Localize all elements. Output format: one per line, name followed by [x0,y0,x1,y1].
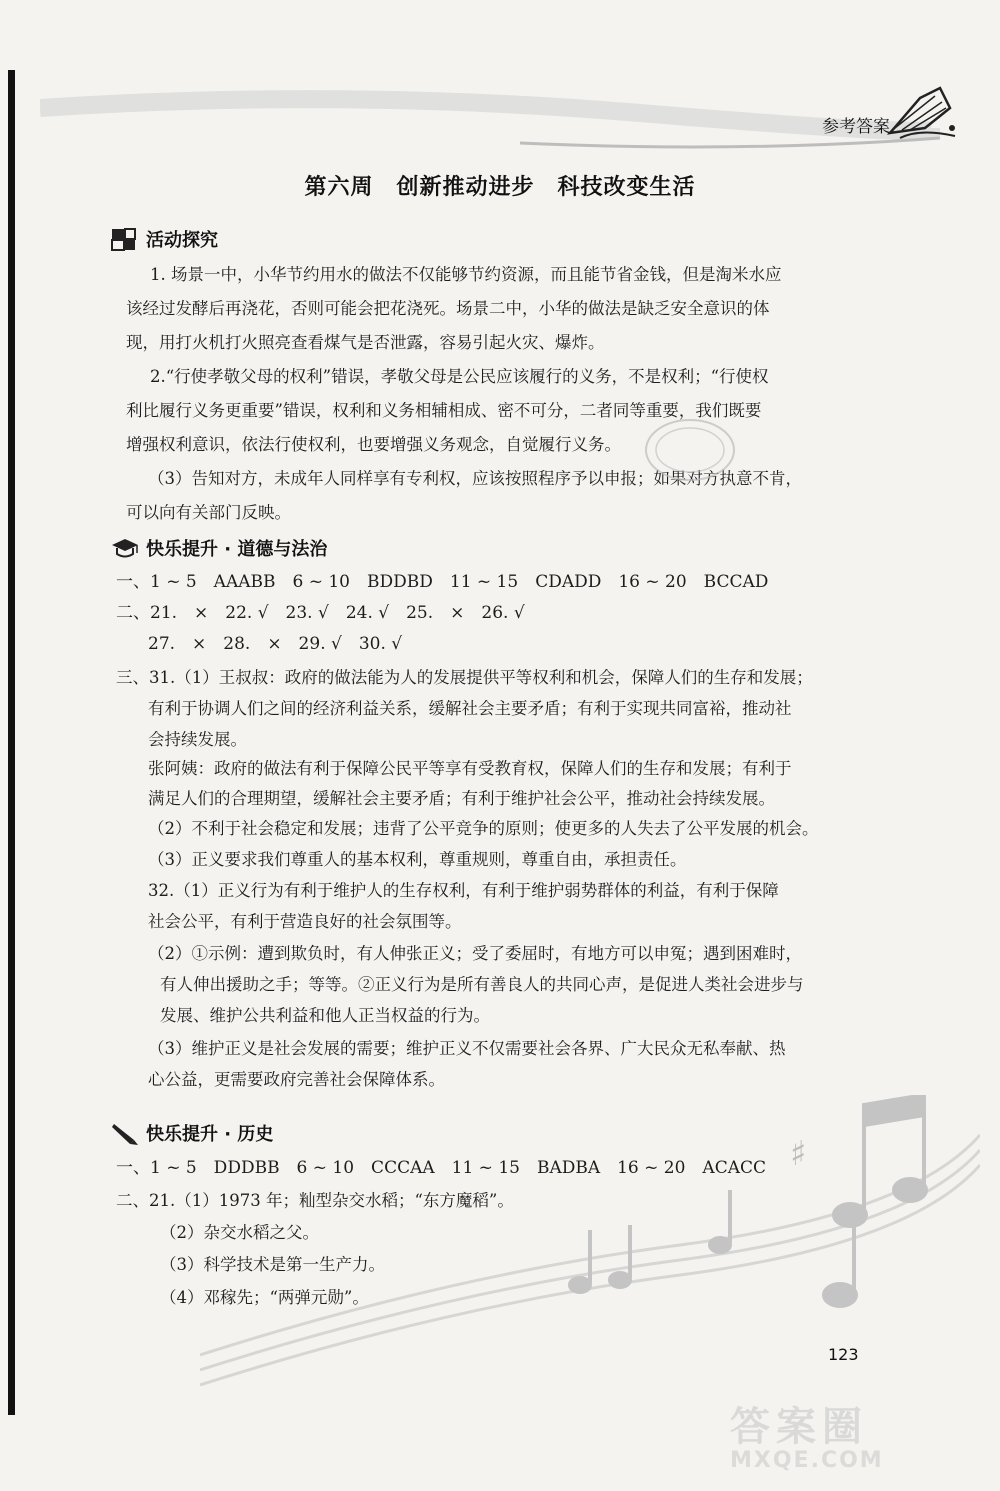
answer-line: 心公益，更需要政府完善社会保障体系。 [148,1070,445,1089]
faint-stamp-mark [640,410,740,490]
answer-line: 27. × 28. × 29. √ 30. √ [148,634,403,654]
section-heading-text: 快乐提升 · 道德与法治 [146,539,328,560]
section-heading-morality [110,535,327,561]
watermark [730,1395,970,1491]
activity-line: 2.“行使孝敬父母的权利”错误，孝敬父母是公民应该履行的义务，不是权利；“行使权 [150,367,769,386]
page-title: 第六周 创新推动进步 科技改变生活 [304,175,696,200]
activity-line: 利比履行义务更重要”错误，权利和义务相辅相成、密不可分，二者同等重要，我们既要 [126,401,762,420]
puzzle-icon [110,226,140,252]
header-label: 参考答案 [822,117,890,137]
answer-line: 一、1 ~ 5 AAABB 6 ~ 10 BDDBD 11 ~ 15 CDADD 16 ~ 20 BCCAD [116,572,769,592]
answer-line: （3）维护正义是社会发展的需要；维护正义不仅需要社会各界、广大民众无私奉献、热 [148,1039,786,1058]
watermark-url: MXQE.COM [730,1448,884,1473]
answer-line: 有人伸出援助之手；等等。②正义行为是所有善良人的共同心声，是促进人类社会进步与 [160,975,804,994]
answer-line: 满足人们的合理期望，缓解社会主要矛盾；有利于维护社会公平，推动社会持续发展。 [148,789,775,808]
activity-line: （3）告知对方，未成年人同样享有专利权，应该按照程序予以申报；如果对方执意不肯， [148,469,802,488]
answer-line: 二、21. × 22. √ 23. √ 24. √ 25. × 26. √ [116,603,525,623]
header-wave-decoration [40,68,940,158]
activity-line: 该经过发酵后再浇花，否则可能会把花浇死。场景二中，小华的做法是缺乏安全意识的体 [126,299,770,318]
beach-chair-icon [880,78,960,148]
section-heading-text: 快乐提升 · 历史 [146,1124,274,1145]
page-edge-shadow [8,70,15,1415]
activity-line: 现，用打火机打火照亮查看煤气是否泄露，容易引起火灾、爆炸。 [126,333,605,352]
svg-text:♯: ♯ [790,1134,807,1174]
answer-line: （4）邓稼先；“两弹元勋”。 [160,1288,369,1307]
answer-line: （2）不利于社会稳定和发展；违背了公平竞争的原则；使更多的人失去了公平发展的机会。 [148,819,819,838]
answer-line: （2）①示例：遭到欺负时，有人伸张正义；受了委屈时，有地方可以申冤；遇到困难时， [148,944,802,963]
section-heading-activity [110,226,218,252]
graduation-cap-icon [110,535,140,561]
page-number: 123 [828,1345,859,1364]
section-heading-text: 活动探究 [146,230,218,251]
answer-line: 发展、维护公共利益和他人正当权益的行为。 [160,1006,490,1025]
answer-line: 一、1 ~ 5 DDDBB 6 ~ 10 CCCAA 11 ~ 15 BADBA 16 ~ 20 ACACC [116,1158,767,1178]
answer-line: 有利于协调人们之间的经济利益关系，缓解社会主要矛盾；有利于实现共同富裕，推动社 [148,699,792,718]
answer-line: 32.（1）正义行为有利于维护人的生存权利，有利于维护弱势群体的利益，有利于保障 [148,881,779,900]
watermark-brand: 答案圈 [730,1404,868,1450]
activity-line: 1. 场景一中，小华节约用水的做法不仅能够节约资源，而且能节省金钱，但是淘米水应 [150,265,782,284]
activity-line: 可以向有关部门反映。 [126,503,291,522]
activity-line: 增强权利意识，依法行使权利，也要增强义务观念，自觉履行义务。 [126,435,621,454]
answer-line: 二、21.（1）1973 年；籼型杂交水稻；“东方魔稻”。 [116,1191,514,1210]
music-notes-decoration [200,1095,980,1395]
answer-line: 社会公平，有利于营造良好的社会氛围等。 [148,912,462,931]
answer-line: 张阿姨：政府的做法有利于保障公民平等享有受教育权，保障人们的生存和发展；有利于 [148,759,792,778]
pen-icon [110,1120,140,1146]
answer-line: （3）科学技术是第一生产力。 [160,1255,385,1274]
answer-line: （3）正义要求我们尊重人的基本权利，尊重规则，尊重自由，承担责任。 [148,850,687,869]
answer-line: （2）杂交水稻之父。 [160,1223,319,1242]
answer-line: 三、31.（1）王叔叔：政府的做法能为人的发展提供平等权利和机会，保障人们的生存和发展； [116,668,813,687]
answer-line: 会持续发展。 [148,730,247,749]
